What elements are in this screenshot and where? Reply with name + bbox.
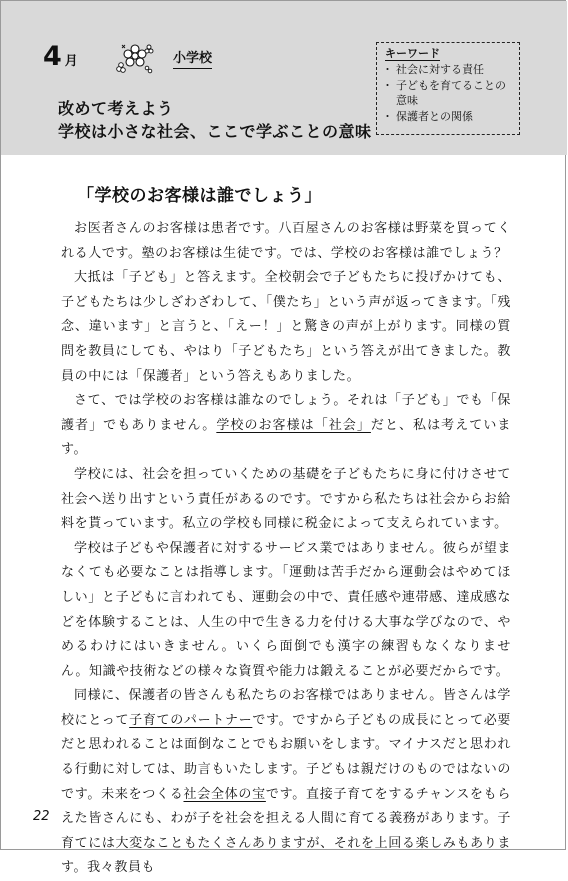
chapter-header (1, 1, 567, 155)
paragraph: 学校には、社会を担っていくための基礎を子どもたちに身に付けさせて社会へ送り出すという責任があるのです。ですから私たちは社会からお給料を貰っています。私立の学校も同様に税金によって支えられています。 (61, 466, 511, 532)
paragraph (61, 684, 511, 881)
paragraph: 大抵は「子ども」と答えます。全校朝会で子どもたちに投げかけても、子どもたちは少しざわざわして、「僕たち」という声が返ってきます。「残念、違います」と言うと、「えー！」と驚きの声が上がります。同様の質問を教員にしても、やはり「子どもたち」という答えが出てきました。教員の中には「保護者」という答えもありました。 (61, 270, 511, 384)
keyword-item: ・ 子どもを育てることの意味 (385, 78, 513, 109)
page-number: 22 (33, 809, 50, 824)
text-span: です。ですから子どもの成長にとって必要だと思われることは面倒なことでもお願いをします。マイナスだと思われる行動に対しては、助言もいたします。子どもは親だけのものではないのです。未来をつくる (61, 712, 511, 802)
month-unit: 月 (64, 54, 78, 69)
paragraph (61, 389, 511, 463)
keyword-heading: キーワード (385, 47, 440, 60)
keyword-item: ・ 保護者との関係 (385, 109, 513, 125)
underlined-phrase: 子育てのパートナー (129, 712, 253, 728)
paragraph: 学校は子どもや保護者に対するサービス業ではありません。彼らが望まなくても必要なことは指導します。「運動は苦手だから運動会はやめてほしい」と子どもに言われても、運動会の中で、責任感や連帯感、達成感などを体験することは、人生の中で生きる力を付ける大事な学びなので、やめるわけにはいきません。いくら面倒でも漢字の練習もなくなりません。知識や技術などの様々な資質や能力は鍛えることが必要だからです。 (61, 540, 511, 679)
text-span: さて、では学校のお客様は誰なのでしょう。それは「子ども」でも「保護者」でもありません。 (61, 393, 511, 433)
text-span: だと、私は考えています。 (61, 417, 511, 458)
section-heading: 「学校のお客様は誰でしょう」 (77, 186, 322, 206)
paragraph: お医者さんのお客様は患者です。八百屋さんのお客様は野菜を買ってくれる人です。塾のお客様は生徒です。では、学校のお客様は誰でしょう？ (61, 221, 511, 261)
keyword-item: ・ 社会に対する責任 (385, 62, 513, 78)
keyword-box (376, 42, 520, 135)
chapter-title-line1: 改めて考えよう (58, 99, 174, 118)
underlined-phrase: 社会全体の宝 (183, 786, 266, 802)
chapter-title-line2: 学校は小さな社会、ここで学ぶことの意味 (58, 122, 372, 141)
text-span: です。直接子育てをするチャンスをもらえた皆さんにも、わが子を社会を担える人間に育てる義務があります。子育てには大変なこともたくさんありますが、それを上回る楽しみもあります。我々教員も (61, 786, 511, 876)
month-label (43, 43, 78, 70)
body-text (61, 217, 511, 881)
school-category: 小学校 (173, 51, 212, 69)
month-number: 4 (43, 41, 62, 72)
underlined-phrase: 学校のお客様は「社会」 (216, 417, 371, 433)
flower-icon (116, 41, 154, 75)
text-span: 同様に、保護者の皆さんも私たちのお客様ではありません。皆さんは学校にとって (61, 688, 511, 728)
